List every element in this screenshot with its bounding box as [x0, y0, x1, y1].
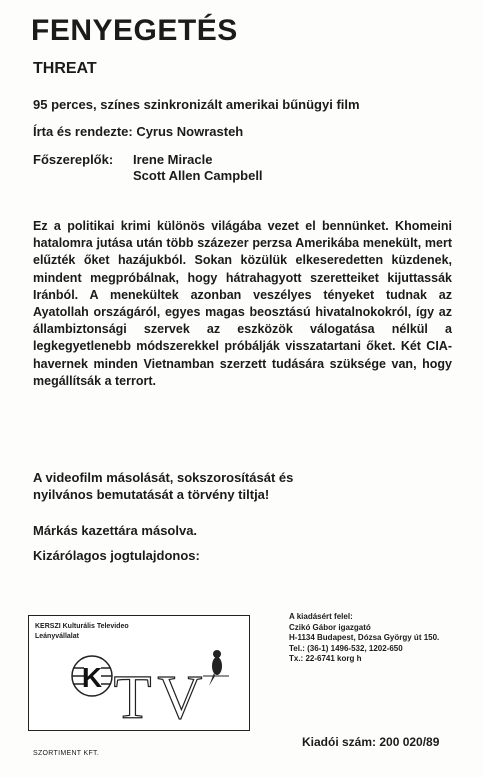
cast-name: Scott Allen Campbell	[133, 168, 263, 183]
catalog-number: Kiadói szám: 200 020/89	[302, 735, 440, 749]
cast-label: Főszereplők:	[33, 152, 114, 167]
publisher-fax: Tx.: 22-6741 korg h	[289, 654, 362, 663]
description	[33, 218, 452, 390]
company-logo	[28, 615, 250, 731]
publisher-address: H-1134 Budapest, Dózsa György út 150.	[289, 633, 440, 642]
description-text: Ez a politikai krimi különös világába vezet el bennünket. Khomeini hatalomra jutása után több százezer perzsa Amerikába menekült, mert elűzték őket hazájukból. Sokan közülük elkeseredetten küzdenek, mindent megpróbálnak, hogy hátrahagyott szeretteiket kijuttassák Iránból. A menekültek azonban veszélyes tényeket tudnak az Ayatollah országáról, egyes magas beosztású hivatalnokokról, így az állambiztonsági szervek az eszközök válogatása nélkül a legkegyetlenebb módszerekkel próbálják visszatartani őket. Két CIA-havernek minden Vietnamban szerzett tudására szüksége van, hogy megállítsák a terrort.	[33, 219, 452, 388]
info-line: 95 perces, színes szinkronizált amerikai bűnügyi film	[33, 97, 360, 112]
copy-warning: A videofilm másolását, sokszorosítását és nyilvános bemutatását a törvény tiltja!	[33, 470, 294, 502]
k-globe	[72, 656, 112, 696]
publisher-name: Czikó Gábor igazgató	[289, 622, 371, 632]
producer-credit: SZORTIMENT KFT.	[33, 750, 100, 757]
film-title: FENYEGETÉS	[31, 14, 238, 47]
k-letter: K	[81, 662, 103, 693]
publisher-heading: A kiadásért felel:	[289, 612, 353, 621]
tape-note: Márkás kazettára másolva.	[33, 523, 198, 538]
tv-letters: TV	[113, 664, 209, 730]
company-line1: KERSZI Kulturális Televideo	[35, 623, 129, 630]
company-line2: Leányvállalat	[35, 633, 79, 640]
publisher-phone: Tel.: (36-1) 1496-532, 1202-650	[289, 643, 403, 653]
ktv-logo	[29, 616, 249, 730]
film-subtitle: THREAT	[33, 60, 97, 77]
cast-names	[133, 152, 263, 184]
publisher-info	[289, 612, 439, 665]
rights-holder: Kizárólagos jogtulajdonos:	[33, 548, 200, 563]
cast-name: Irene Miracle	[133, 152, 213, 167]
director-line: Írta és rendezte: Cyrus Nowrasteh	[33, 124, 244, 139]
